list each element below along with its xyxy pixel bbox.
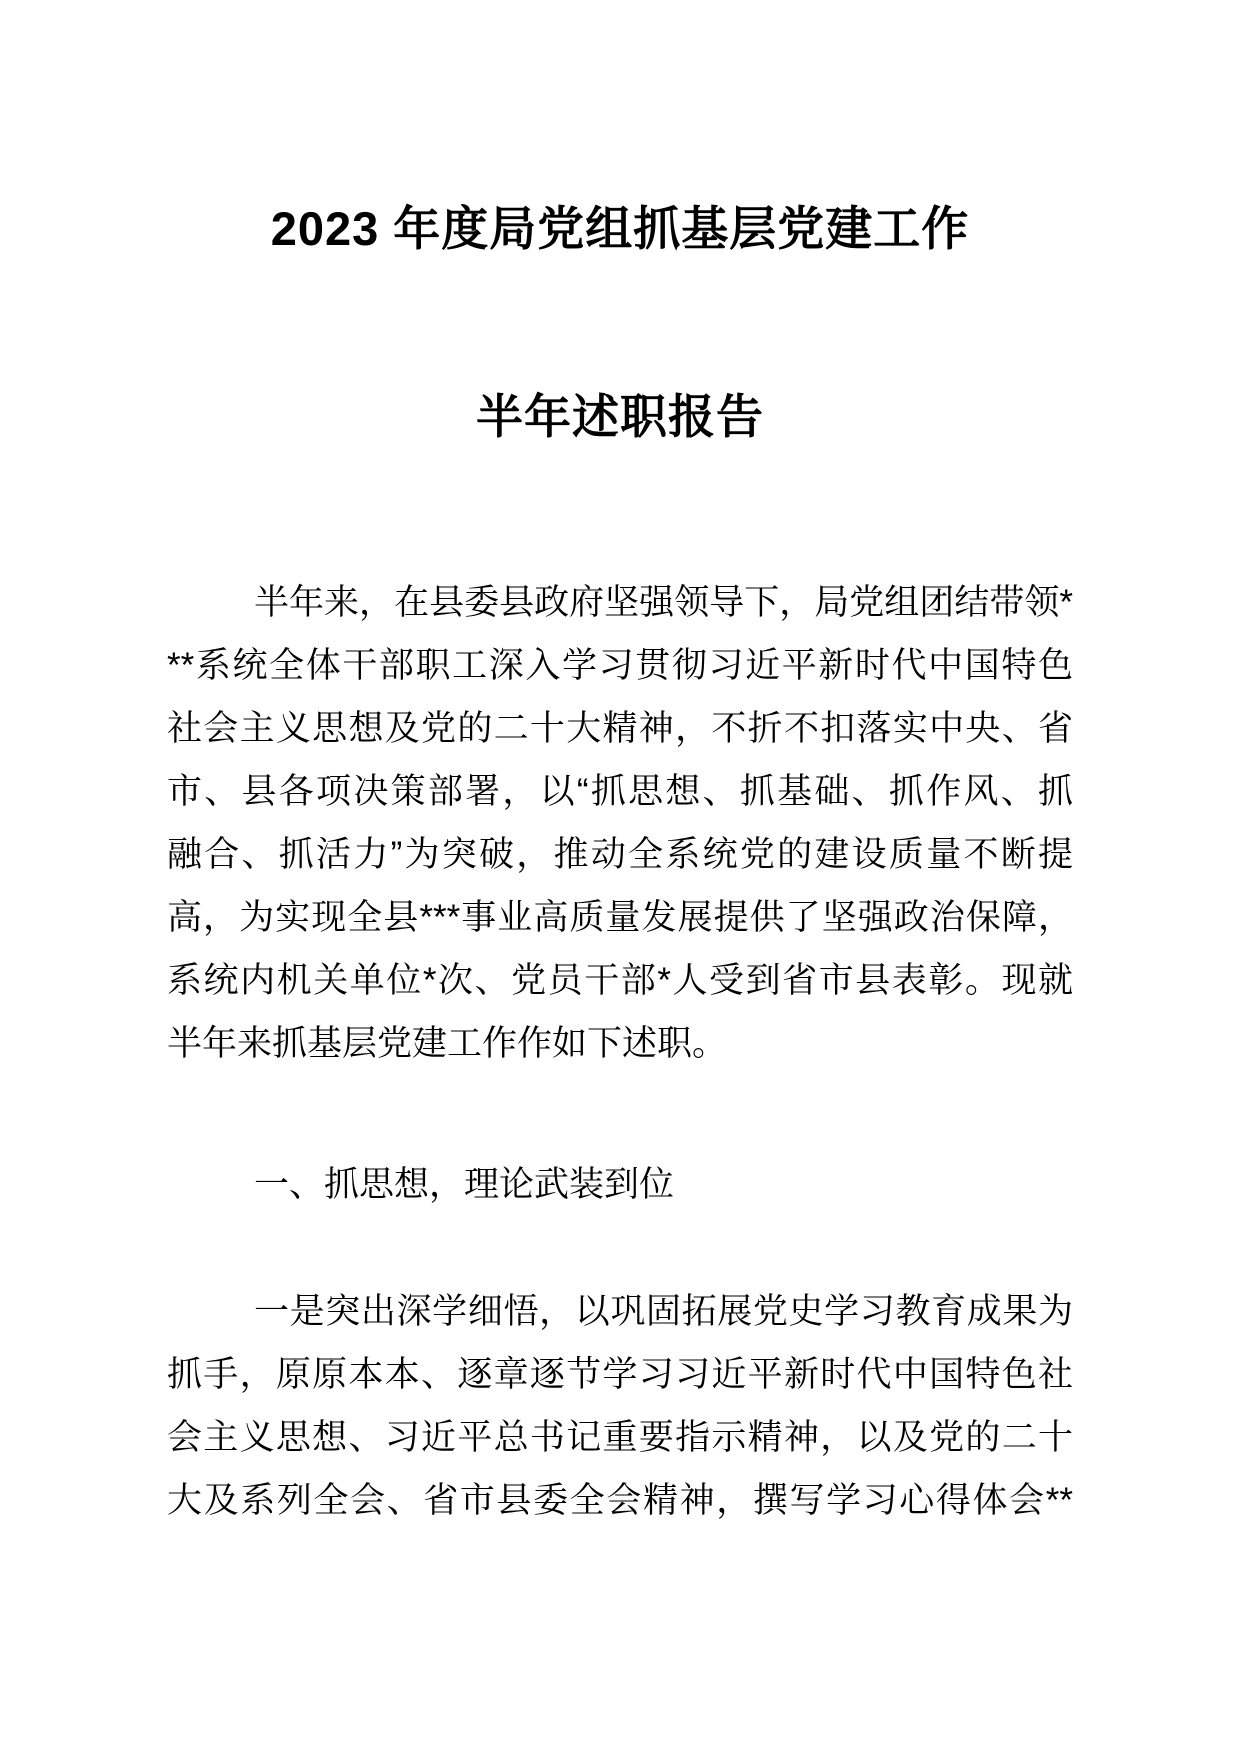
paragraph-2 — [167, 1280, 1073, 1532]
text-line: 半年来抓基层党建工作作如下述职。 — [167, 1024, 728, 1063]
text-line: 融合、抓活力”为突破，推动全系统党的建设质量不断提 — [167, 835, 1073, 874]
section-heading-1: 一、抓思想，理论武装到位 — [254, 1165, 675, 1204]
text-line: 社会主义思想及党的二十大精神，不折不扣落实中央、省 — [167, 709, 1073, 748]
text-line: 会主义思想、习近平总书记重要指示精神，以及党的二十 — [167, 1418, 1073, 1457]
document-title-line-1: 2023 年度局党组抓基层党建工作 — [270, 202, 970, 255]
text-line: 高，为实现全县***事业高质量发展提供了坚强政治保障， — [167, 898, 1073, 937]
text-line: 抓手，原原本本、逐章逐节学习习近平新时代中国特色社 — [167, 1355, 1073, 1394]
text-line: 半年来，在县委县政府坚强领导下，局党组团结带领* — [254, 583, 1073, 622]
document-title-line-2: 半年述职报告 — [476, 390, 764, 443]
text-line: 市、县各项决策部署，以“抓思想、抓基础、抓作风、抓 — [167, 772, 1073, 811]
text-line: 一是突出深学细悟，以巩固拓展党史学习教育成果为 — [254, 1292, 1073, 1331]
text-line: **系统全体干部职工深入学习贯彻习近平新时代中国特色 — [167, 646, 1073, 685]
text-line: 大及系列全会、省市县委全会精神，撰写学习心得体会** — [167, 1481, 1073, 1520]
text-line: 系统内机关单位*次、党员干部*人受到省市县表彰。现就 — [167, 961, 1073, 1000]
paragraph-1 — [167, 571, 1073, 1075]
